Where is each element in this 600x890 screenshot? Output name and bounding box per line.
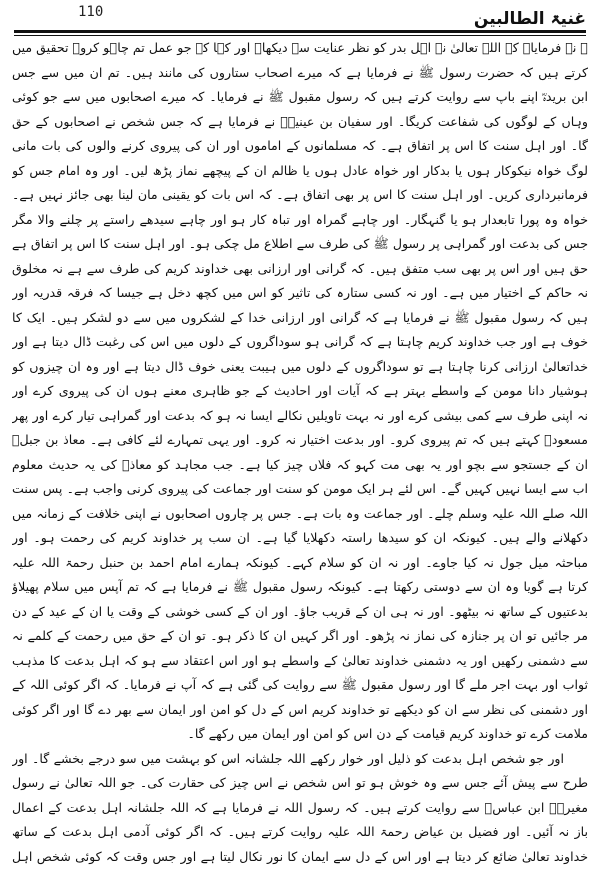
text-line: اور جو شخص اہل بدعت کو ذلیل اور خوار رکھے اللہ جلشانہ اس کو بہشت میں سو درجے بخشے گا۔ اور [12,750,564,766]
text-line: نہ حاکم کے اختیار میں ہے۔ اور نہ کسی ستارہ کی تاثیر کو اس میں کچھ دخل ہے جیسا کہ فرقہ قدریہ اور [12,285,588,300]
text-line: دکھلانے والے ہیں۔ کیونکہ ان کو سیدھا راستہ دکھلایا گیا ہے۔ ان سب پر خداوند کریم کی رحمت ہو۔ اور [12,530,588,545]
text-line: مباحثہ میل جول نہ کیا جاوے۔ اور نہ ان کو سلام کہے۔ کیونکہ ہمارے امام احمد بن حنبل رحمۃ اللہ علیہ [12,554,588,570]
text-line: جس کی بدعت اور گمراہی پر رسول ﷺ کی طرف سے اطلاع مل چکی ہو۔ اور اہل سنت کا اس پر اتفاق ہے [12,236,588,251]
text-line: اور دشمنی کی نظر سے ان کو دیکھے تو خداوند کریم اس کے دل کو امن اور ایمان سے بھر دے گا اور اگر کوئی [12,701,588,717]
text-line: سے دشمنی رکھیں اور یہ دشمنی خداوند تعالیٰ کے واسطے ہو اور اس اعتقاد سے ہو کہ اہل بدعت کا مذہب [12,652,588,668]
text-line: خوف ہے اور جب خداوند کریم چاہتا ہے کہ گرانی ہو سوداگروں کے دلوں میں اس کی رغبت ڈال دیتا ہے اور [12,334,588,349]
text-line: ان کے جستجو سے بچو اور یہ بھی مت کہو کہ فلاں چیز کیا ہے۔ جب مجاہد کو معاذؓ کی یہ حدیث معلوم [12,456,588,472]
text-line: وہاں کے لوگوں کی شفاعت کریگا۔ اور سفیان بن عینیہؒ نے فرمایا ہے کہ جس شخص نے اصحابوں کے حق [12,113,588,129]
text-line: فرمانبرداری کریں۔ اور اہل سنت کا اس پر بھی اتفاق ہے۔ کہ اس بات کو یقینی مان لینا بھی جائز نہیں ہے۔ [12,187,588,202]
text-line: ﷺ نے فرمایا۔ کہ اللہ تعالیٰ نے اہل بدر کو نظر عنایت سے دیکھا۔ اور کہا کہ جو عمل تم چاہو کرو۔ تحقیق میں [12,40,588,55]
book-title: غنیۃ الطالبین [473,9,586,29]
text-line: ہوشیار دانا مومن کے واسطے بہتر ہے کہ آیات اور احادیث کے جو ظاہری معنے ہوں ان کی پیروی کرے اور [12,383,588,398]
text-line: خواہ وہ پورا تابعدار ہو یا گنہگار۔ اور چاہے گمراہ اور تباہ کار ہو اور چاہے سیدھے راستے پر چلنے والا مگر [12,211,588,227]
text-line: خداوند تعالیٰ ضائع کر دیتا ہے اور اس کے دل سے ایمان کا نور نکال لیتا ہے اور جس وقت کہ کوئی شخص اہل [12,848,588,864]
header-rule [14,30,586,33]
text-line: حق ہیں اور اس پر بھی سب متفق ہیں۔ کہ گرانی اور ارزانی بھی خداوند کریم کی طرف سے ہے نہ مخلوق [12,260,588,276]
text-line: ثواب اور بہت اجر ملے گا اور رسول مقبول ﷺ سے روایت کی گئی ہے کہ آپ نے فرمایا۔ کہ اگر کوئی اللہ کے [12,677,588,692]
text-line: کرتا ہے گویا وہ ان سے دوستی رکھتا ہے۔ کیونکہ رسول مقبول ﷺ نے فرمایا ہے کہ تم آپس میں سلام پھیلاؤ [12,579,588,594]
text-line: طرح سے پیش آئے جس سے وہ خوش ہو تو اس شخص نے اس چیز کی حقارت کی۔ جو اللہ تعالیٰ نے رسول [12,775,588,790]
text-line: مر جائیں تو ان پر جنازہ کی نماز نہ پڑھو۔ اور اگر کہیں ان کا ذکر ہو۔ تو ان کے حق میں رحمت کے کلمے نہ [12,628,588,643]
text-line: ملامت کرے تو خداوند کریم قیامت کے دن اس کو امن اور ایمان میں رکھے گا۔ [187,726,588,741]
page-number: 110 [78,4,104,20]
body-text [12,36,588,869]
text-line: نہ اپنی طرف سے کمی بیشی کرے اور نہ بہت تاویلیں نکالے ایسا نہ ہو کہ بدعت اور گمراہی تیار کرے اور پھر [12,407,588,423]
text-line: ہیں کہ رسول مقبول ﷺ نے فرمایا ہے کہ گرانی اور ارزانی خدا کے لشکروں میں سے دو لشکر ہیں۔ ایک کا [12,309,588,325]
text-line: بدعتیوں کے ساتھ نہ بیٹھو۔ اور نہ ہی ان کے قریب جاؤ۔ اور ان کے کسی خوشی کے وقت یا ان کے عید کے دن [12,603,588,619]
text-line: اب سے ایسا نہیں کہیں گے۔ اس لئے ہر ایک مومن کو سنت اور جماعت کی پیروی کرنی واجب ہے۔ پس سنت [12,481,588,496]
text-line: باز نہ آئیں۔ اور فضیل بن عیاض رحمۃ اللہ علیہ روایت کرتے ہیں۔ کہ اگر کوئی آدمی اہل بدعت کے ساتھ [12,824,588,839]
text-line: گا۔ اور اہل سنت کا اس پر اتفاق ہے۔ کہ مسلمانوں کے اماموں اور ان کی پیروی کرنے والوں کی بات مانی [12,138,588,153]
text-line: ابن بریدہؓ اپنے باپ سے روایت کرتے ہیں کہ رسول مقبول ﷺ نے فرمایا۔ کہ میرے اصحابوں میں سے جو کوئی [12,89,588,104]
text-line: کرتے ہیں کہ حضرت رسول ﷺ نے فرمایا ہے کہ میرے اصحاب ستاروں کی مانند ہیں۔ تم ان میں سے جس [12,64,588,80]
text-line: مغیرہؓ ابن عباسؓ سے روایت کرتے ہیں۔ کہ رسول اللہ نے فرمایا ہے کہ اللہ جلشانہ اہل بدعت کے اعمال [12,799,588,815]
text-line: اللہ صلے اللہ علیہ وسلم چلے۔ اور جماعت وہ بات ہے۔ جس پر چاروں اصحابوں نے اپنی خلافت کے زمانہ میں [12,505,588,521]
text-line: مسعودؓ کہتے ہیں کہ تم پیروی کرو۔ اور بدعت اختیار نہ کرو۔ اور یہی تمہارے لئے کافی ہے۔ معاذ بن جبلؓ [12,432,588,447]
text-line: خداتعالیٰ ارزانی کرنا چاہتا ہے تو سوداگروں کے دلوں میں ہیبت یعنی خوف ڈال دیتا ہے اور وہ ان چیزوں کو [12,358,588,374]
text-line: لوگ خواہ نیکوکار ہوں یا بدکار اور خواہ عادل ہوں یا ظالم ان کے پیچھے نماز پڑھ لیں۔ اور وہ امام جس کو [12,162,588,178]
